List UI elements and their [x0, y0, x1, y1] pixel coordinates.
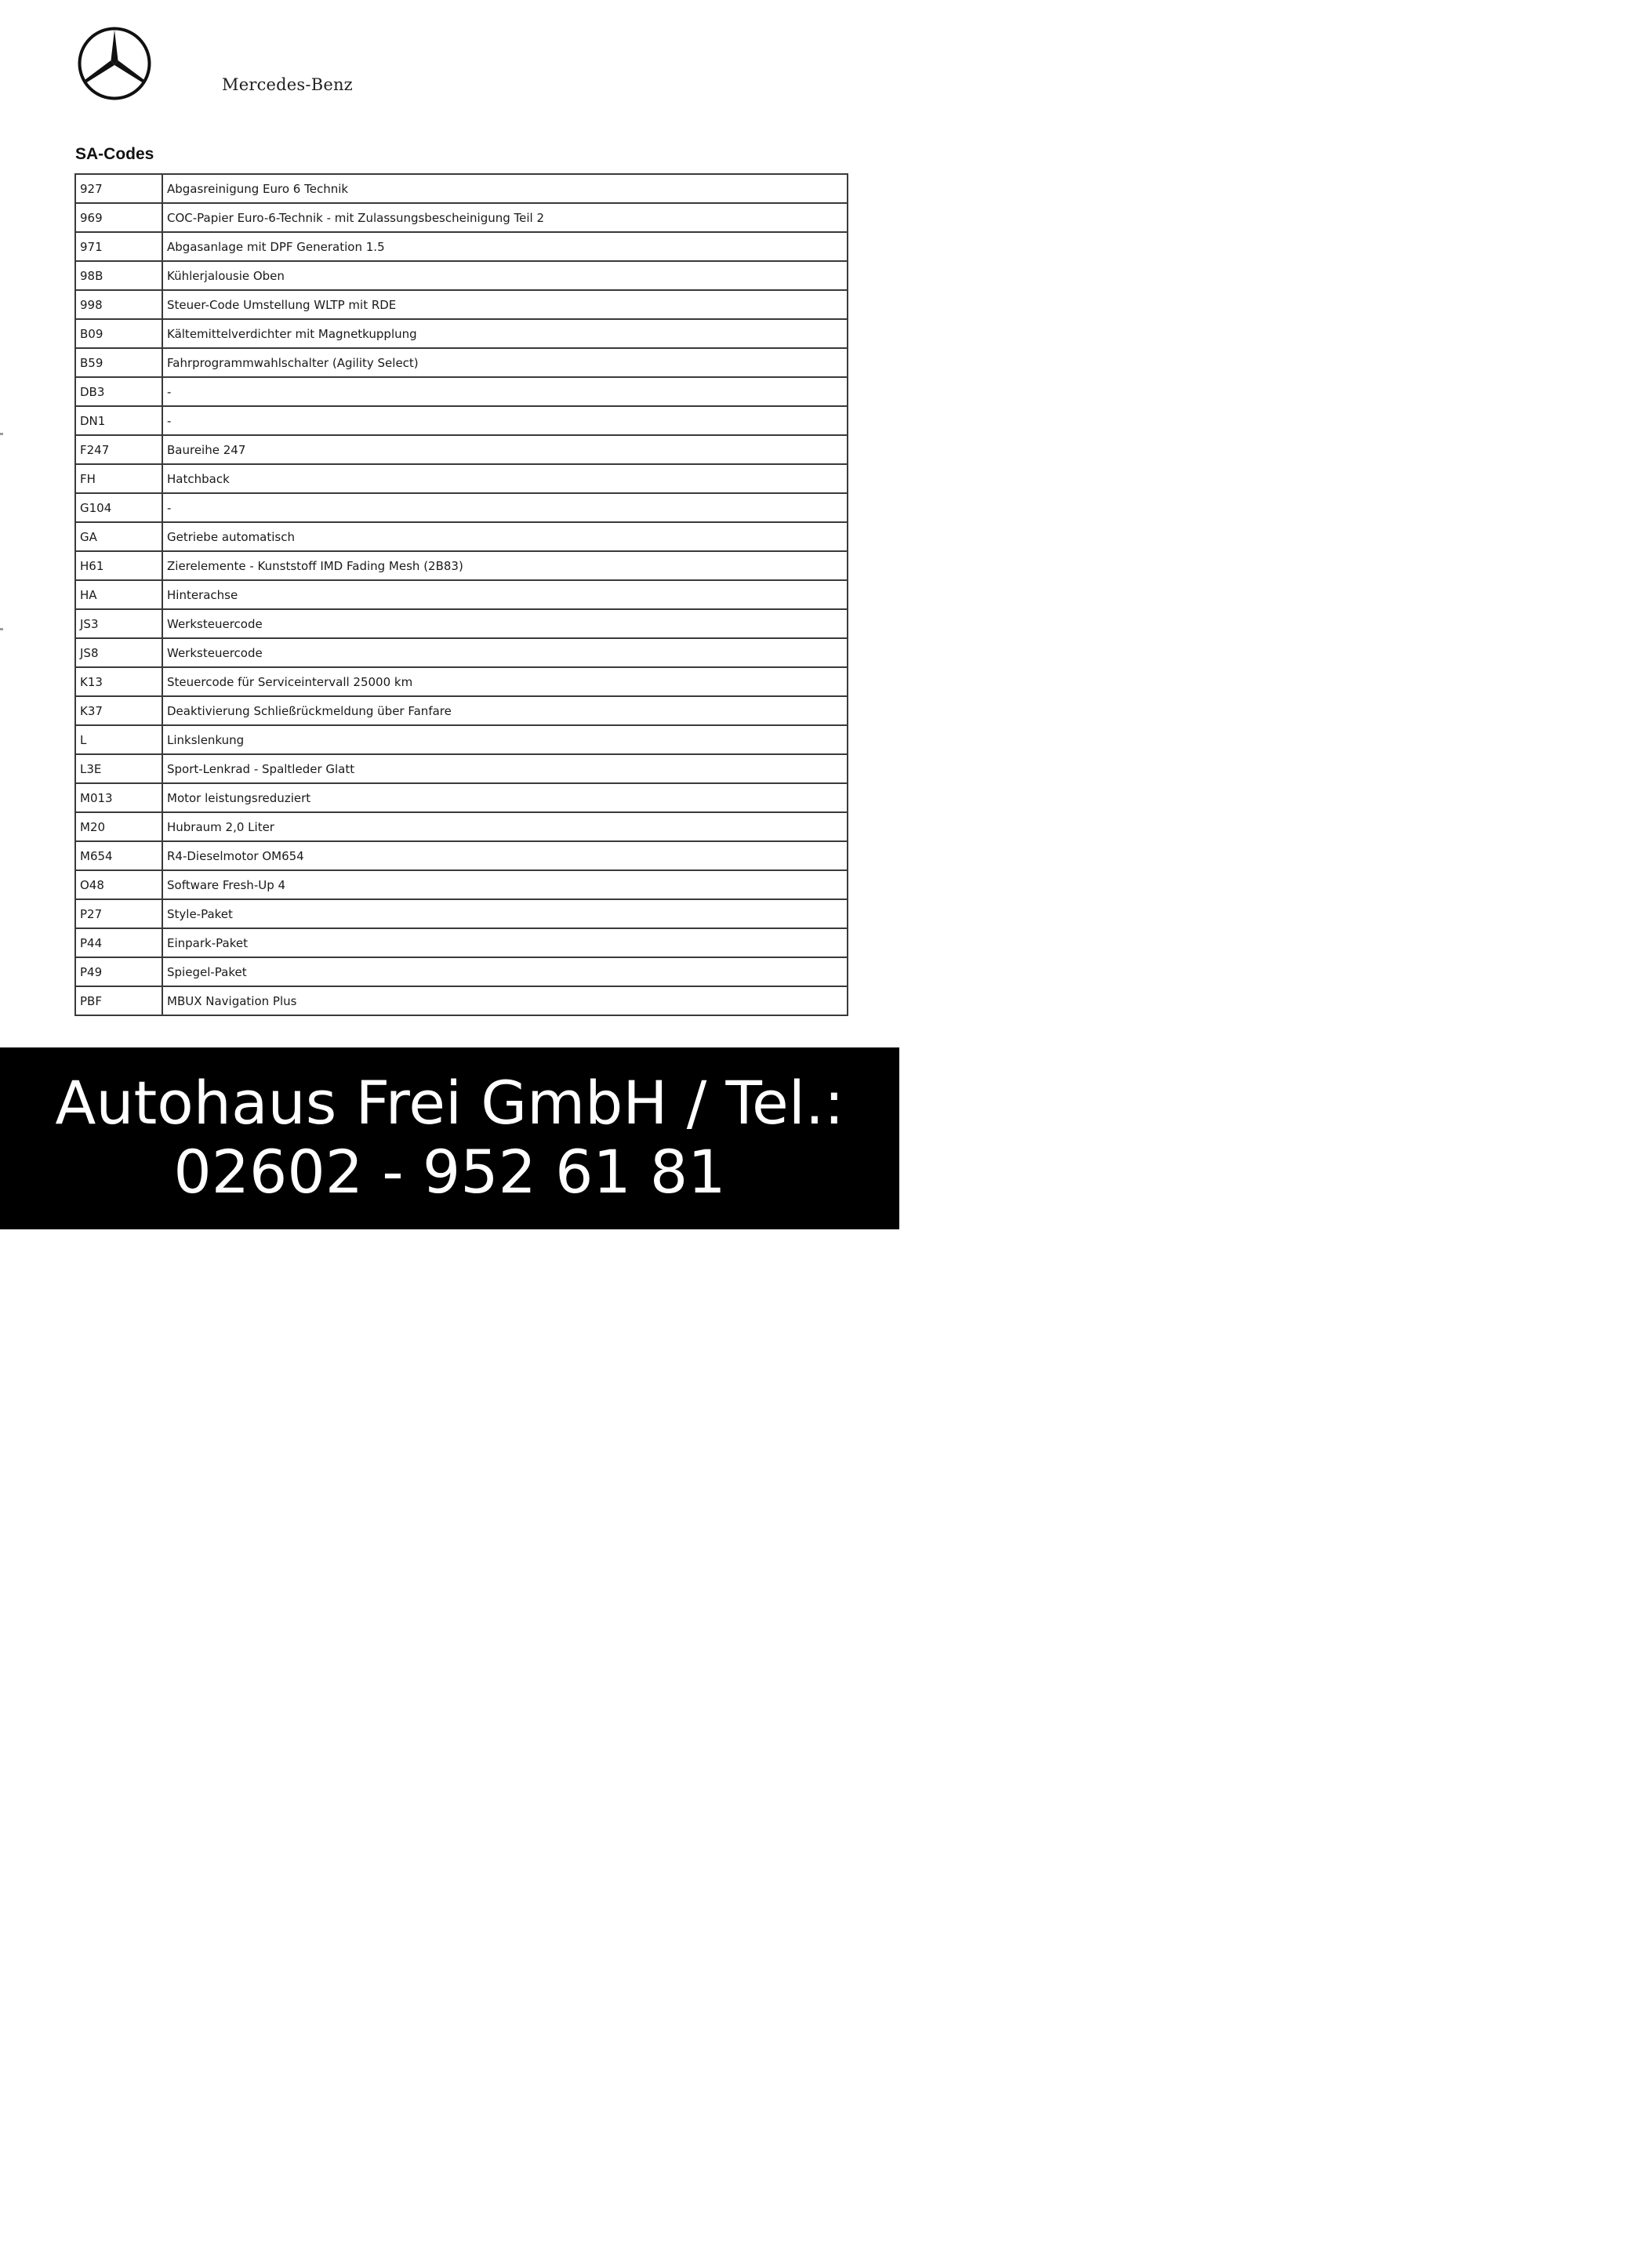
sa-code-cell: K37	[75, 696, 162, 725]
sa-description-cell: Zierelemente - Kunststoff IMD Fading Mesh (2B83)	[162, 551, 848, 580]
sa-description-cell: Motor leistungsreduziert	[162, 783, 848, 812]
sa-code-cell: B09	[75, 319, 162, 348]
dealer-banner	[0, 1047, 899, 1229]
dealer-name-line: Autohaus Frei GmbH / Tel.:	[55, 1068, 844, 1138]
table-row	[75, 667, 848, 696]
sa-description-cell: Getriebe automatisch	[162, 522, 848, 551]
sa-description-cell: -	[162, 377, 848, 406]
table-row	[75, 435, 848, 464]
sa-code-cell: DB3	[75, 377, 162, 406]
table-row	[75, 493, 848, 522]
sa-code-cell: H61	[75, 551, 162, 580]
sa-description-cell: -	[162, 493, 848, 522]
sa-description-cell: MBUX Navigation Plus	[162, 986, 848, 1015]
table-row	[75, 406, 848, 435]
table-row	[75, 377, 848, 406]
sa-code-cell: L	[75, 725, 162, 754]
sa-description-cell: Baureihe 247	[162, 435, 848, 464]
sa-description-cell: COC-Papier Euro-6-Technik - mit Zulassungsbescheinigung Teil 2	[162, 203, 848, 232]
sa-code-cell: JS8	[75, 638, 162, 667]
sa-description-cell: Einpark-Paket	[162, 928, 848, 957]
sa-description-cell: Deaktivierung Schließrückmeldung über Fanfare	[162, 696, 848, 725]
sa-description-cell: Abgasreinigung Euro 6 Technik	[162, 174, 848, 203]
dealer-phone-line: 02602 - 952 61 81	[173, 1137, 726, 1207]
sa-description-cell: Software Fresh-Up 4	[162, 870, 848, 899]
sa-description-cell: Steuer-Code Umstellung WLTP mit RDE	[162, 290, 848, 319]
sa-code-cell: DN1	[75, 406, 162, 435]
table-row	[75, 290, 848, 319]
sa-description-cell: Steuercode für Serviceintervall 25000 km	[162, 667, 848, 696]
sa-code-cell: FH	[75, 464, 162, 493]
sa-description-cell: Werksteuercode	[162, 609, 848, 638]
sa-description-cell: Fahrprogrammwahlschalter (Agility Select)	[162, 348, 848, 377]
sa-code-cell: L3E	[75, 754, 162, 783]
sa-description-cell: R4-Dieselmotor OM654	[162, 841, 848, 870]
section-title: SA-Codes	[75, 145, 154, 163]
table-row	[75, 232, 848, 261]
table-row	[75, 522, 848, 551]
margin-mark	[0, 433, 3, 435]
table-row	[75, 638, 848, 667]
table-row	[75, 464, 848, 493]
table-row	[75, 551, 848, 580]
sa-description-cell: Linkslenkung	[162, 725, 848, 754]
sa-code-cell: M20	[75, 812, 162, 841]
table-row	[75, 609, 848, 638]
table-row	[75, 174, 848, 203]
sa-description-cell: Kältemittelverdichter mit Magnetkupplung	[162, 319, 848, 348]
table-row	[75, 319, 848, 348]
table-row	[75, 754, 848, 783]
sa-code-cell: K13	[75, 667, 162, 696]
sa-code-cell: G104	[75, 493, 162, 522]
sa-description-cell: -	[162, 406, 848, 435]
sa-codes-table	[74, 173, 848, 1016]
sa-code-cell: P49	[75, 957, 162, 986]
table-row	[75, 928, 848, 957]
sa-description-cell: Sport-Lenkrad - Spaltleder Glatt	[162, 754, 848, 783]
sa-code-cell: M013	[75, 783, 162, 812]
sa-description-cell: Spiegel-Paket	[162, 957, 848, 986]
sa-codes-table-container	[74, 173, 848, 1047]
table-row	[75, 986, 848, 1015]
sa-code-cell: 98B	[75, 261, 162, 290]
sa-code-cell: HA	[75, 580, 162, 609]
sa-code-cell: PBF	[75, 986, 162, 1015]
sa-code-cell: P27	[75, 899, 162, 928]
sa-code-cell: JS3	[75, 609, 162, 638]
sa-description-cell: Werksteuercode	[162, 638, 848, 667]
sa-code-cell: B59	[75, 348, 162, 377]
sa-code-cell: GA	[75, 522, 162, 551]
sa-description-cell: Style-Paket	[162, 899, 848, 928]
table-row	[75, 261, 848, 290]
sa-code-cell: 927	[75, 174, 162, 203]
sa-code-cell: O48	[75, 870, 162, 899]
margin-mark	[0, 628, 3, 630]
table-row	[75, 899, 848, 928]
sa-description-cell: Abgasanlage mit DPF Generation 1.5	[162, 232, 848, 261]
table-row	[75, 580, 848, 609]
brand-name: Mercedes-Benz	[222, 75, 353, 94]
sa-code-cell: 969	[75, 203, 162, 232]
sa-code-cell: F247	[75, 435, 162, 464]
table-row	[75, 696, 848, 725]
mercedes-star-logo-icon	[77, 26, 152, 101]
sa-description-cell: Hinterachse	[162, 580, 848, 609]
table-row	[75, 203, 848, 232]
table-row	[75, 812, 848, 841]
sa-code-cell: M654	[75, 841, 162, 870]
sa-code-cell: 998	[75, 290, 162, 319]
table-row	[75, 725, 848, 754]
sa-description-cell: Hatchback	[162, 464, 848, 493]
table-row	[75, 841, 848, 870]
sa-code-cell: 971	[75, 232, 162, 261]
table-row	[75, 870, 848, 899]
sa-description-cell: Hubraum 2,0 Liter	[162, 812, 848, 841]
table-row	[75, 957, 848, 986]
sa-code-cell: P44	[75, 928, 162, 957]
sa-description-cell: Kühlerjalousie Oben	[162, 261, 848, 290]
table-row	[75, 783, 848, 812]
table-row	[75, 348, 848, 377]
